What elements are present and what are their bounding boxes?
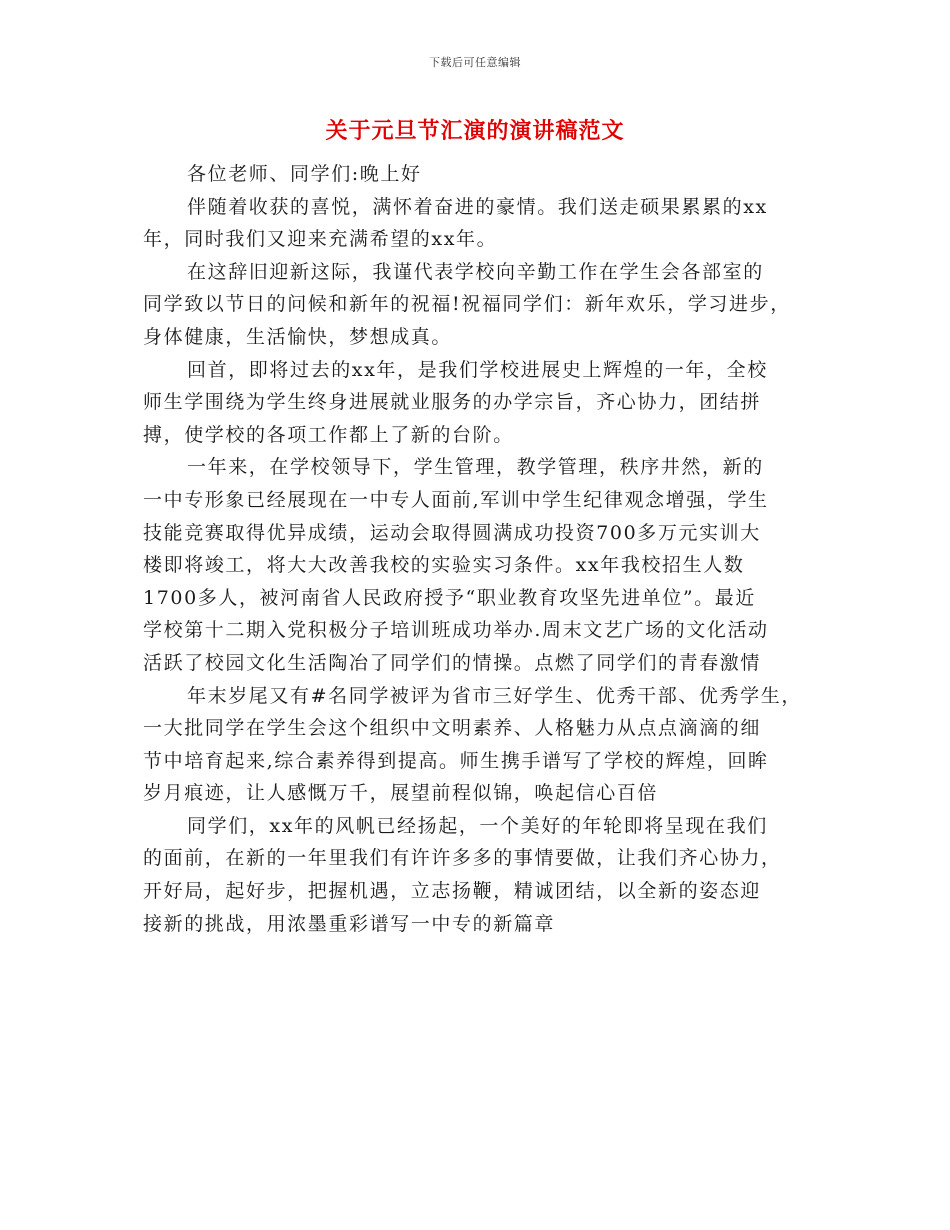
paragraph-review xyxy=(143,354,813,452)
paragraph-achievements xyxy=(143,451,813,679)
text-line: 开好局，起好步，把握机遇，立志扬鞭，精诚团结，以全新的姿态迎 xyxy=(143,880,762,903)
text-line: 身体健康，生活愉快，梦想成真。 xyxy=(143,325,453,348)
text-line: 回首，即将过去的xx年，是我们学校进展史上辉煌的一年，全校 xyxy=(187,358,768,381)
text-line: 活跃了校园文化生活陶冶了同学们的情操。点燃了同学们的青春激情 xyxy=(143,651,762,674)
text-line: 搏，使学校的各项工作都上了新的台阶。 xyxy=(143,423,514,446)
text-line: 师生学围绕为学生终身进展就业服务的办学宗旨，齐心协力，团结拼 xyxy=(143,391,762,414)
text-line: 节中培育起来,综合素养得到提高。师生携手谱写了学校的辉煌，回眸 xyxy=(143,749,769,772)
text-line: 技能竞赛取得优异成绩，运动会取得圆满成功投资700多万元实训大 xyxy=(143,521,761,544)
text-line: 接新的挑战，用浓墨重彩谱写一中专的新篇章 xyxy=(143,912,556,935)
text-line: 一大批同学在学生会这个组织中文明素养、人格魅力从点点滴滴的细 xyxy=(143,717,762,740)
text-line: 伴随着收获的喜悦，满怀着奋进的豪情。我们送走硕果累累的xx xyxy=(187,195,768,218)
paragraph-greeting xyxy=(143,158,813,191)
text-line: 岁月痕迹，让人感慨万千，展望前程似锦，唤起信心百倍 xyxy=(143,782,659,805)
text-line: 同学致以节日的问候和新年的祝福!祝福同学们：新年欢乐，学习进步， xyxy=(143,293,791,316)
text-line: 年，同时我们又迎来充满希望的xx年。 xyxy=(143,228,498,251)
paragraph-opening xyxy=(143,191,813,256)
text-line: 学校第十二期入党积极分子培训班成功举办.周末文艺广场的文化活动 xyxy=(143,619,769,642)
paragraph-greetings xyxy=(143,256,813,354)
paragraph-closing xyxy=(143,810,813,940)
text-line: 各位老师、同学们:晚上好 xyxy=(187,163,422,185)
paragraph-honors xyxy=(143,680,813,810)
document-title: 关于元旦节汇演的演讲稿范文 xyxy=(325,118,625,144)
text-line: 一中专形象已经展现在一中专人面前,军训中学生纪律观念增强，学生 xyxy=(143,488,769,511)
header-note: 下载后可任意编辑 xyxy=(429,56,521,69)
text-line: 年末岁尾又有#名同学被评为省市三好学生、优秀干部、优秀学生， xyxy=(187,684,802,707)
text-line: 在这辞旧迎新这际，我谨代表学校向辛勤工作在学生会各部室的 xyxy=(187,260,764,283)
text-line: 同学们，xx年的风帆已经扬起，一个美好的年轮即将呈现在我们 xyxy=(187,814,768,837)
text-line: 一年来，在学校领导下，学生管理，教学管理，秩序井然，新的 xyxy=(187,456,764,479)
text-line: 1700多人，被河南省人民政府授予“职业教育攻坚先进单位”。最近 xyxy=(143,586,756,609)
document-body xyxy=(143,158,813,940)
text-line: 的面前，在新的一年里我们有许许多多的事情要做，让我们齐心协力， xyxy=(143,847,782,870)
text-line: 楼即将竣工，将大大改善我校的实验实习条件。xx年我校招生人数 xyxy=(143,554,745,577)
